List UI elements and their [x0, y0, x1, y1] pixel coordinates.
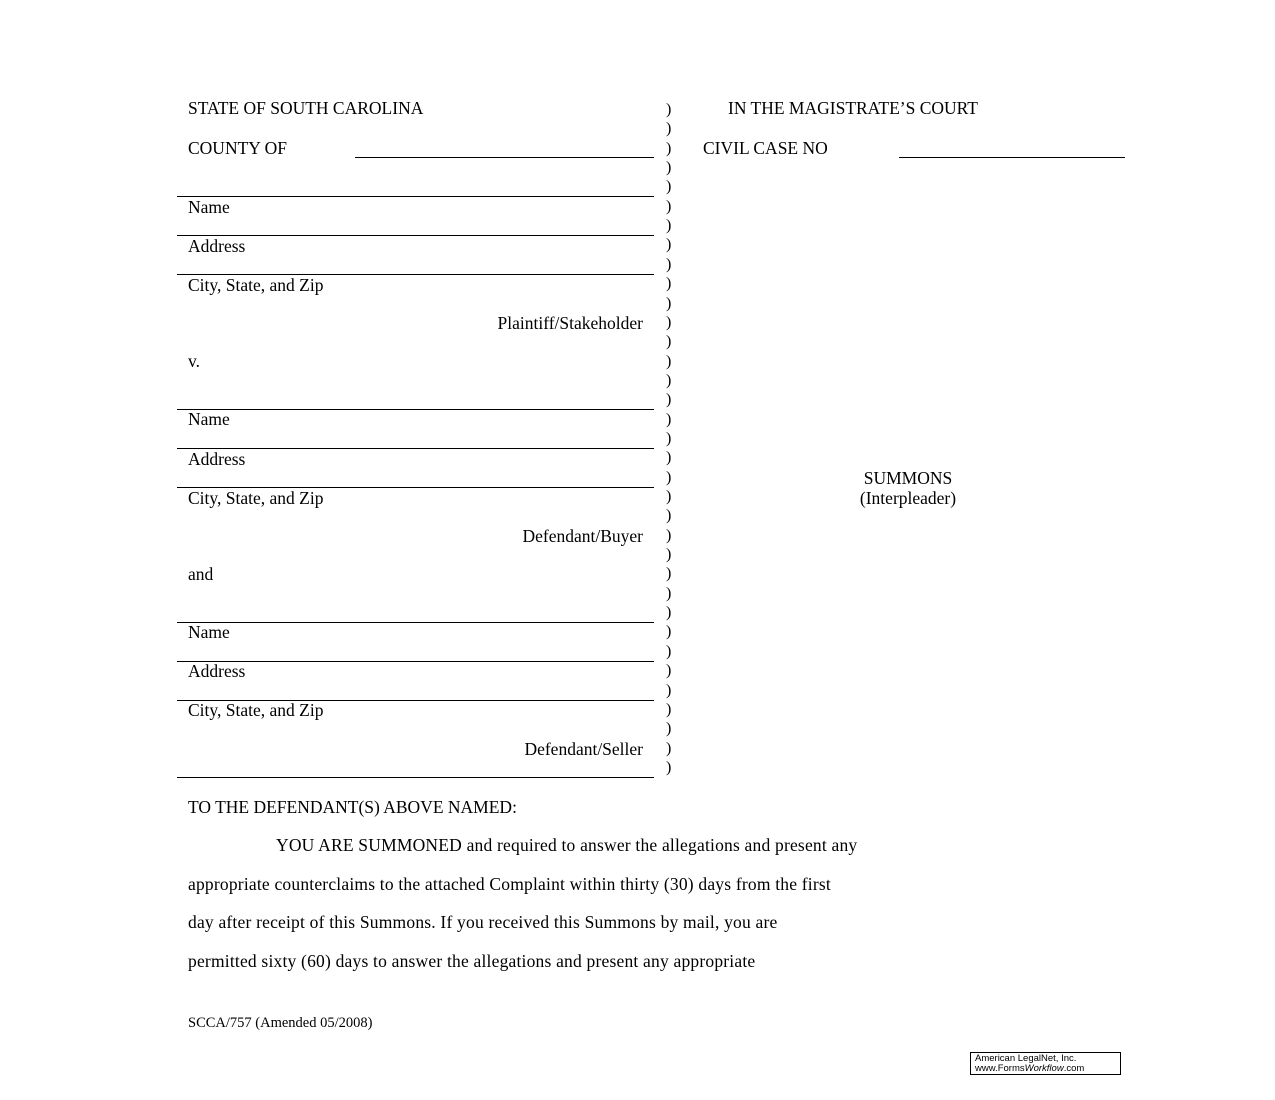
caption-paren: ): [666, 275, 672, 293]
summons-title: SUMMONS: [863, 468, 953, 488]
website-italic: Workflow: [1024, 1063, 1064, 1074]
caption-paren: ): [666, 468, 672, 486]
caption-paren: ): [666, 565, 672, 583]
caption-paren: ): [666, 700, 672, 718]
buyer-name-line[interactable]: [177, 409, 654, 410]
caption-paren: ): [666, 604, 672, 622]
plaintiff-city-label: City, State, and Zip: [188, 275, 324, 295]
caption-paren: ): [666, 197, 672, 215]
buyer-city-label: City, State, and Zip: [188, 488, 324, 508]
body-line-3: day after receipt of this Summons. If you received this Summons by mail, you are: [188, 912, 778, 932]
versus: v.: [188, 351, 200, 371]
caption-paren: ): [666, 333, 672, 351]
seller-city-label: City, State, and Zip: [188, 700, 324, 720]
publisher-stamp: [970, 1052, 1121, 1075]
caption-paren: ): [666, 623, 672, 641]
case-number-label: CIVIL CASE NO: [703, 138, 828, 158]
caption-paren: ): [666, 720, 672, 738]
caption-bottom-rule: [177, 777, 654, 778]
county-field-line[interactable]: [355, 157, 654, 158]
caption-paren: ): [666, 642, 672, 660]
seller-role: Defendant/Seller: [524, 739, 643, 759]
plaintiff-name-line[interactable]: [177, 196, 654, 197]
caption-paren: ): [666, 429, 672, 447]
conjunction-and: and: [188, 564, 214, 584]
body-line-1: YOU ARE SUMMONED and required to answer the allegations and present any: [276, 835, 858, 855]
state-heading: STATE OF SOUTH CAROLINA: [188, 98, 424, 118]
caption-paren: ): [666, 546, 672, 564]
website-suffix: .com: [1063, 1063, 1085, 1074]
caption-paren: ): [666, 584, 672, 602]
caption-paren: ): [666, 410, 672, 428]
plaintiff-role: Plaintiff/Stakeholder: [497, 313, 643, 333]
body-line-4: permitted sixty (60) days to answer the allegations and present any appropriate: [188, 951, 756, 971]
plaintiff-address-line[interactable]: [177, 235, 654, 236]
seller-name-label: Name: [188, 622, 230, 642]
seller-address-line[interactable]: [177, 661, 654, 662]
caption-paren: ): [666, 178, 672, 196]
website-prefix: www.Forms: [975, 1063, 1025, 1074]
caption-paren: ): [666, 255, 672, 273]
court-heading: IN THE MAGISTRATE’S COURT: [728, 98, 978, 118]
caption-paren: ): [666, 662, 672, 680]
caption-paren: ): [666, 313, 672, 331]
addressee-line: TO THE DEFENDANT(S) ABOVE NAMED:: [188, 797, 517, 817]
caption-paren: ): [666, 449, 672, 467]
caption-paren: ): [666, 488, 672, 505]
caption-paren: ): [666, 101, 672, 118]
caption-paren: ): [666, 294, 672, 312]
seller-name-line[interactable]: [177, 622, 654, 623]
buyer-address-line[interactable]: [177, 448, 654, 449]
caption-paren: ): [666, 391, 672, 409]
caption-paren: ): [666, 739, 672, 757]
form-identifier: SCCA/757 (Amended 05/2008): [188, 1015, 373, 1031]
seller-address-label: Address: [188, 661, 246, 681]
plaintiff-name-label: Name: [188, 197, 230, 217]
case-number-field-line[interactable]: [899, 157, 1125, 158]
caption-paren: ): [666, 236, 672, 254]
caption-paren: ): [666, 371, 672, 389]
publisher-name: American LegalNet, Inc.: [975, 1053, 1077, 1064]
caption-paren: ): [666, 120, 672, 138]
caption-paren: ): [666, 352, 672, 370]
caption-paren: ): [666, 159, 672, 177]
county-label: COUNTY OF: [188, 138, 288, 158]
caption-paren: ): [666, 139, 672, 157]
body-line-2: appropriate counterclaims to the attached Complaint within thirty (30) days from the first: [188, 874, 831, 894]
summons-subtitle: (Interpleader): [859, 488, 957, 508]
caption-paren: ): [666, 217, 672, 235]
caption-paren: ): [666, 758, 672, 776]
buyer-name-label: Name: [188, 409, 230, 429]
caption-paren: ): [666, 681, 672, 699]
caption-paren: ): [666, 507, 672, 525]
plaintiff-address-label: Address: [188, 236, 246, 256]
buyer-address-label: Address: [188, 449, 246, 469]
buyer-role: Defendant/Buyer: [522, 526, 643, 546]
publisher-website[interactable]: [975, 1064, 1120, 1074]
caption-paren: ): [666, 526, 672, 544]
